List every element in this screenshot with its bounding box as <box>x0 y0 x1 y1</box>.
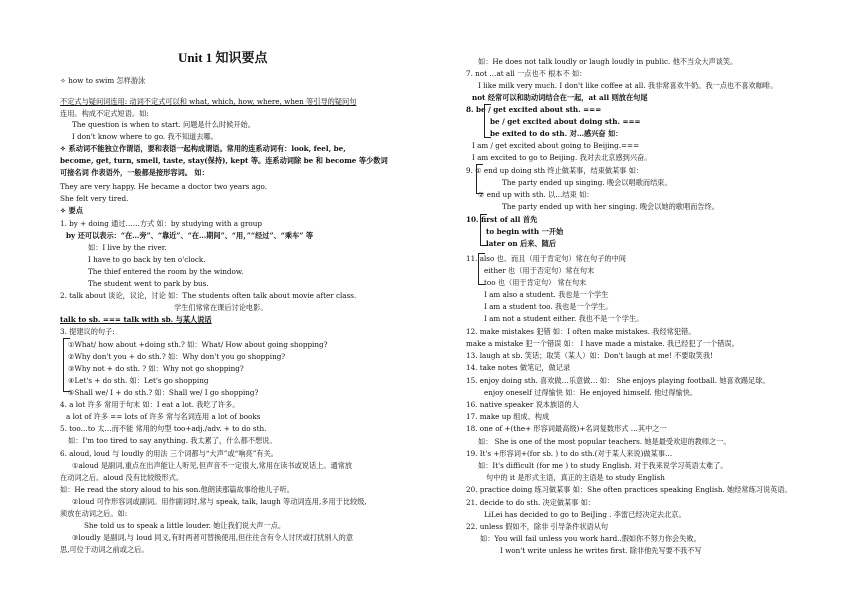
right-line-7: be exited to do sth. 对…感兴奋 如： <box>490 129 623 138</box>
right-line-34: 如：It's difficult (for me ) to study English. 对于我来说学习英语太难了。 <box>478 461 728 470</box>
left-line-36: 须放在动词之后。如: <box>60 509 128 518</box>
right-line-32: 如： She is one of the most popular teachers. 她是最受欢迎的教师之一。 <box>478 437 731 446</box>
right-line-19: too 也（用于肯定句） 常在句末 <box>484 278 587 287</box>
left-line-20: talk to sb. === talk with sb. 与某人说话 <box>60 315 212 324</box>
left-line-14: 如：I live by the river. <box>88 243 167 252</box>
brace-end-up <box>476 164 483 194</box>
right-line-21: I am a student too. 我也是一个学生。 <box>484 302 613 311</box>
left-line-32: ①aloud 是副词,重点在出声能让人听见,但声音不一定很大,常用在读书或说话上。通常放 <box>72 461 353 470</box>
right-line-31: 18. one of +(the+ 形容词最高级)+名词复数形式 …其中之一 <box>466 424 667 433</box>
left-line-23: ②Why don't you + do sth.? 如：Why don't you go shopping? <box>68 352 286 361</box>
left-line-28: a lot of 许多 == lots of 许多 常与名词连用 a lot of books <box>66 412 261 421</box>
left-line-11: ✧ 要点 <box>60 206 83 215</box>
left-line-18: 2. talk about 谈论，议论，讨论 如：The students often talk about movie after class. <box>60 291 357 300</box>
right-line-15: to begin with 一开始 <box>486 227 564 236</box>
brace-also-either-too <box>478 253 485 285</box>
left-line-13: by 还可以表示：“在…旁”、“靠近”、“在…期间”、“用，”“经过”、“乘车” 等 <box>66 231 314 240</box>
left-line-6: ✧ 系动词不能独立作谓语，要和表语一起构成谓语。常用的连系动词有：look, feel, be, <box>60 144 346 153</box>
right-line-4: not 经常可以和助动词结合在一起，at all 则放在句尾 <box>472 93 648 102</box>
left-line-17: The student went to park by bus. <box>88 279 209 288</box>
right-line-14: 10. first of all 首先 <box>466 215 538 224</box>
right-line-41: I won't write unless he writes first. 除非他先写要不我不写 <box>500 546 702 555</box>
left-line-5: I don't know where to go. 我不知道去哪。 <box>72 132 218 141</box>
right-line-18: either 也（用于否定句）常在句末 <box>484 266 595 275</box>
right-line-13: The party ended up with her singing. 晚会以她的歌唱而告终。 <box>502 202 719 211</box>
right-line-11: The party ended up singing. 晚会以唱歌而结束。 <box>502 178 672 187</box>
left-line-1: ✧ how to swim 怎样游泳 <box>60 76 146 85</box>
left-line-30: 如：I'm too tired to say anything. 我太累了，什么都不想说。 <box>68 436 277 445</box>
left-line-9: They are very happy. He became a doctor two years ago. <box>60 182 267 191</box>
right-line-38: LiLei has decided to go to BeiJing . 李雷已经决定去北京。 <box>484 510 686 519</box>
right-line-35: 句中的 it 是形式主语，真正的主语是 to study English <box>486 473 665 482</box>
right-line-22: I am not a student either. 我也不是一个学生。 <box>484 314 644 323</box>
right-line-10: 9. ① end up doing sth 终止做某事，结束做某事 如： <box>466 166 644 175</box>
page-title: Unit 1 知识要点 <box>178 50 268 65</box>
left-line-10: She felt very tired. <box>60 194 129 203</box>
right-line-29: 16. native speaker 说本族语的人 <box>466 400 579 409</box>
brace-first-of-all <box>480 214 487 246</box>
left-line-21: 3. 提建议的句子: <box>60 327 115 336</box>
right-line-20: I am also a student. 我也是一个学生 <box>484 290 609 299</box>
right-line-40: 如：You will fail unless you work hard..假如你不努力你会失败。 <box>480 534 701 543</box>
right-line-5: 8. be / get excited about sth. === <box>466 105 602 114</box>
left-line-35: ②loud 可作形容词或副词。用作副词时,常与 speak, talk, laugh 等动词连用,多用于比较级, <box>72 497 367 506</box>
right-line-25: 13. laugh at sb. 笑话；取笑（某人）如：Don't laugh at me! 不要取笑我! <box>466 351 713 360</box>
right-line-3: I like milk very much. I don't like coffee at all. 我非常喜欢牛奶。我一点也不喜欢咖啡。 <box>478 81 778 90</box>
right-line-33: 19. It's +形容词+(for sb. ) to do sth.(对于某人来说)做某事… <box>466 449 673 458</box>
right-line-17: 11. also 也、而且（用于肯定句）常在句子的中间 <box>466 254 626 263</box>
left-line-22: ①What/ how about +doing sth.? 如：What/ How about going shopping? <box>68 340 328 349</box>
left-line-15: I have to go back by ten o'clock. <box>88 255 206 264</box>
right-line-12: ② end up with sth. 以…结束 如： <box>478 190 594 199</box>
right-line-24: make a mistake 犯一个错误 如： I have made a mistake. 我已经犯了一个错误。 <box>466 339 739 348</box>
left-line-2: 不定式与疑问词连用: 动词不定式可以和 what, which, how, where, when 等引导的疑问句 <box>60 97 357 106</box>
left-line-38: ③loudly 是副词,与 loud 同义,有时两者可替换使用,但往往含有令人讨厌或打扰别人的意 <box>72 533 354 542</box>
right-line-2: 7. not …at all 一点也不 根本不 如： <box>466 69 587 78</box>
left-line-27: 4. a lot 许多 常用于句末 如：I eat a lot. 我吃了许多。 <box>60 400 240 409</box>
left-line-37: She told us to speak a little louder. 她让我们说大声一点。 <box>84 521 286 530</box>
right-line-36: 20. practice doing 练习做某事 如：She often practices speaking English. 她经常练习说英语。 <box>466 485 792 494</box>
right-line-23: 12. make mistakes 犯错 如：I often make mistakes. 我经常犯错。 <box>466 327 696 336</box>
right-line-30: 17. make up 组成、构成 <box>466 412 550 421</box>
right-line-28: enjoy oneself 过得愉快 如：He enjoyed himself. 他过得愉快。 <box>484 388 698 397</box>
right-line-37: 21. decide to do sth. 决定做某事 如： <box>466 498 596 507</box>
right-line-26: 14. take notes 做笔记，做记录 <box>466 363 571 372</box>
left-line-3: 连用。构成不定式短语。如: <box>60 109 149 118</box>
right-line-27: 15. enjoy doing sth. 喜欢做…乐意做… 如： She enjoys playing football. 她喜欢踢足球。 <box>466 376 770 385</box>
left-line-8: 可接名词 作表语外，一般都是接形容词。 如： <box>60 168 209 177</box>
brace-suggestions <box>63 338 70 392</box>
left-line-33: 在动词之后。aloud 没有比较级形式。 <box>60 473 184 482</box>
left-line-31: 6. aloud, loud 与 loudly 的用法 三个词都与“大声”或“响亮”有关。 <box>60 449 278 458</box>
right-line-16: later on 后来、随后 <box>486 239 557 248</box>
right-line-1: 如：He does not talk loudly or laugh loudly in public. 他不当众大声谈笑。 <box>478 57 738 66</box>
right-line-8: I am / get excited about going to Beijing.=== <box>472 141 640 150</box>
left-line-4: The question is when to start. 问题是什么时候开始。 <box>72 120 255 129</box>
left-line-16: The thief entered the room by the window. <box>88 267 244 276</box>
left-line-34: 如：He read the story aloud to his son.他朗读那篇故事给他儿子听。 <box>60 485 294 494</box>
left-line-7: become, get, turn, smell, taste, stay(保持), kept 等。连系动词除 be 和 become 等少数词 <box>60 156 388 165</box>
left-line-26: ⑤Shall we/ I + do sth.? 如：Shall we/ I go shopping? <box>68 388 259 397</box>
left-line-19: 学生们常常在课后讨论电影。 <box>174 303 268 312</box>
left-line-12: 1. by + doing 通过……方式 如：by studying with a group <box>60 219 262 228</box>
brace-excited <box>484 104 491 138</box>
left-line-29: 5. too…to 太…而不能 常用的句型 too+adj./adv. + to do sth. <box>60 424 267 433</box>
right-line-9: I am excited to go to Beijing. 我对去北京感到兴奋。 <box>472 153 652 162</box>
right-line-6: be / get excited about doing sth. === <box>490 117 641 126</box>
left-line-24: ③Why not + do sth. ? 如：Why not go shopping? <box>68 364 244 373</box>
left-line-25: ④Let's + do sth. 如：Let's go shopping <box>68 376 209 385</box>
right-line-39: 22. unless 假如不，除非 引导条件状语从句 <box>466 522 609 531</box>
left-line-39: 思,可位于动词之前或之后。 <box>60 545 149 554</box>
